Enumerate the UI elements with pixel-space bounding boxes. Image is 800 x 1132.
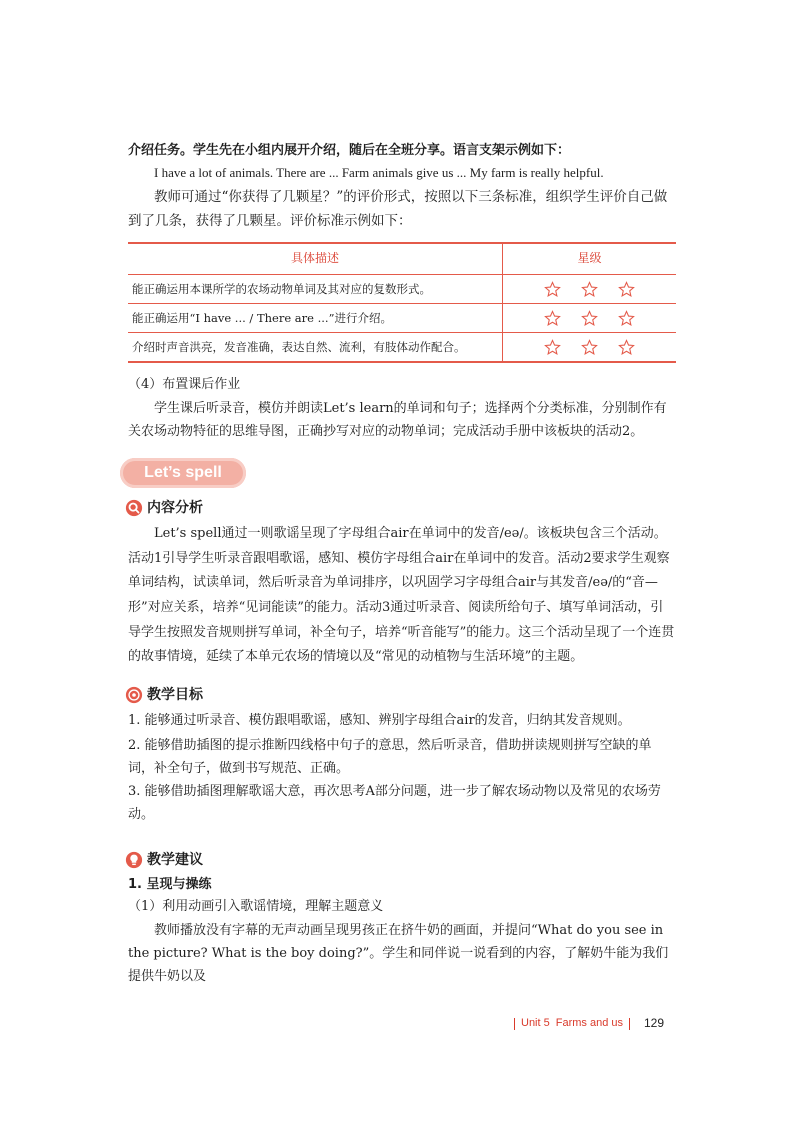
column-header-stars: 星级 bbox=[503, 243, 677, 275]
goal-item: 1. 能够通过听录音、模仿跟唱歌谣，感知、辨别字母组合air的发音，归纳其发音规则。 bbox=[128, 713, 631, 728]
star-icon bbox=[618, 310, 635, 327]
footer-unit: Unit 5 bbox=[521, 1017, 550, 1030]
evaluation-intro-paragraph: 教师可通过“你获得了几颗星？”的评价形式，按照以下三条标准，组织学生评价自己做到了几条，获得了几颗星。评价标准示例如下： bbox=[128, 189, 668, 229]
target-icon bbox=[125, 686, 143, 704]
star-rating-cell bbox=[503, 304, 677, 333]
page-footer bbox=[508, 1014, 678, 1034]
star-rating-cell bbox=[503, 333, 677, 363]
criterion-cell: 能正确运用“I have ... / There are ...”进行介绍。 bbox=[128, 304, 503, 333]
footer-title: Farms and us bbox=[555, 1017, 623, 1030]
star-icon bbox=[544, 339, 561, 356]
lets-spell-banner: Let’s spell bbox=[120, 458, 246, 488]
table-row bbox=[128, 304, 676, 333]
goal-item: 3. 能够借助插图理解歌谣大意，再次思考A部分问题，进一步了解农场动物以及常见的农场劳动。 bbox=[128, 784, 661, 823]
homework-heading: （4）布置课后作业 bbox=[128, 377, 241, 392]
column-header-description: 具体描述 bbox=[128, 243, 503, 275]
star-icon bbox=[544, 281, 561, 298]
homework-paragraph: 学生课后听录音，模仿并朗读Let’s learn的单词和句子；选择两个分类标准，分别制作有关农场动物特征的思维导图，正确抄写对应的动物单词；完成活动手册中该板块的活动2。 bbox=[128, 401, 667, 439]
criterion-cell: 能正确运用本课所学的农场动物单词及其对应的复数形式。 bbox=[128, 275, 503, 304]
star-icon bbox=[581, 339, 598, 356]
table-header-row bbox=[128, 243, 676, 275]
language-frame-example: I have a lot of animals. There are ... Farm animals give us ... My farm is really helpful. bbox=[154, 165, 604, 180]
star-icon bbox=[544, 310, 561, 327]
subheading-presentation: 1. 呈现与操练 bbox=[128, 877, 212, 892]
bulb-icon bbox=[125, 851, 143, 869]
section-heading-teaching-goals: 教学目标 bbox=[147, 686, 203, 703]
evaluation-table bbox=[128, 242, 676, 363]
table-row bbox=[128, 275, 676, 304]
star-icon bbox=[618, 281, 635, 298]
criterion-cell: 介绍时声音洪亮，发音准确，表达自然、流利，有肢体动作配合。 bbox=[128, 333, 503, 363]
section-heading-teaching-suggestions: 教学建议 bbox=[147, 851, 203, 868]
subheading-animation: （1）利用动画引入歌谣情境，理解主题意义 bbox=[128, 899, 384, 914]
star-icon bbox=[618, 339, 635, 356]
intro-paragraph: 介绍任务。学生先在小组内展开介绍，随后在全班分享。语言支架示例如下： bbox=[128, 143, 571, 158]
section-heading-content-analysis: 内容分析 bbox=[147, 499, 203, 516]
search-icon bbox=[125, 499, 143, 517]
star-icon bbox=[581, 310, 598, 327]
goal-item: 2. 能够借助插图的提示推断四线格中句子的意思，然后听录音，借助拼读规则拼写空缺的单词，补全句子，做到书写规范、正确。 bbox=[128, 738, 652, 777]
footer-divider bbox=[629, 1018, 630, 1030]
star-rating-cell bbox=[503, 275, 677, 304]
content-analysis-paragraph: Let’s spell通过一则歌谣呈现了字母组合air在单词中的发音/eə/。该板块包含三个活动。活动1引导学生听录音跟唱歌谣，感知、模仿字母组合air在单词中的发音。活动2要求学生观察单词结构，试读单词，然后听录音为单词排序，以巩固学习字母组合air与其发音/eə/的“音—形”对应关系，培养“见词能读”的能力。活动3通过听录音、阅读所给句子、填写单词活动，引导学生按照发音规则拼写单词，补全句子，培养“听音能写”的能力。这三个活动呈现了一个连贯的故事情境，延续了本单元农场的情境以及“常见的动植物与生活环境”的主题。 bbox=[128, 526, 675, 665]
footer-divider bbox=[514, 1018, 515, 1030]
star-icon bbox=[581, 281, 598, 298]
table-row bbox=[128, 333, 676, 363]
page-number: 129 bbox=[644, 1016, 665, 1031]
teaching-paragraph: 教师播放没有字幕的无声动画呈现男孩正在挤牛奶的画面，并提问“What do you see in the picture? What is the boy doing?”。学生和同伴说一说看到的内容，了解奶牛能为我们提供牛奶以及 bbox=[128, 923, 669, 984]
